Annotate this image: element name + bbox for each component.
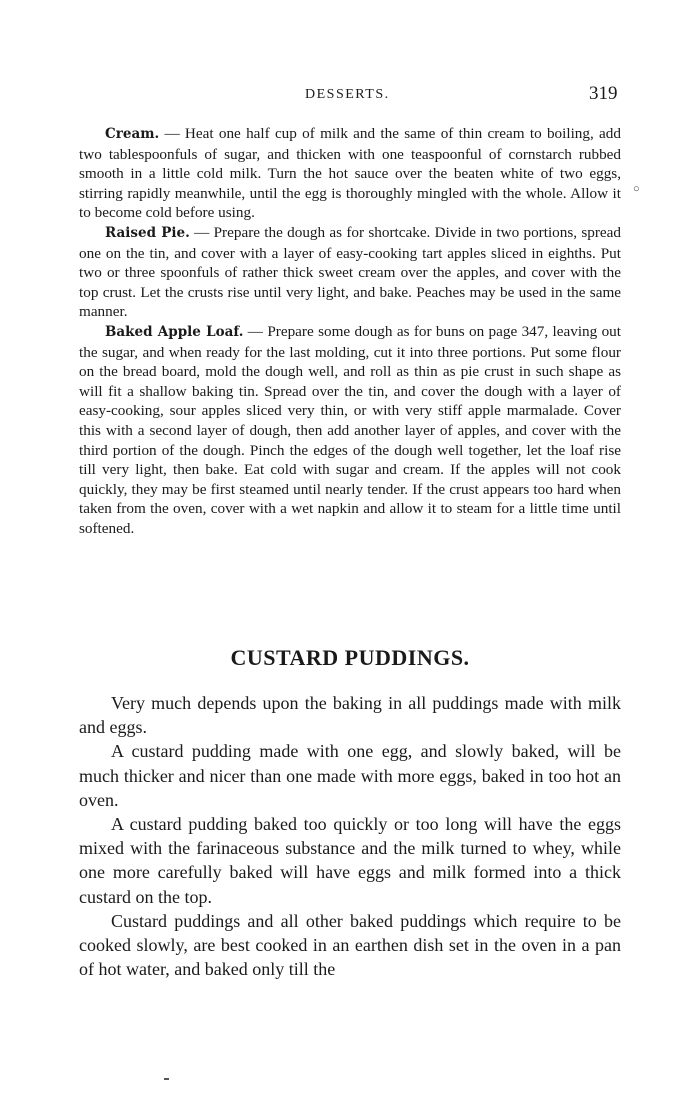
- page-number: 319: [589, 83, 618, 104]
- margin-circle-mark: ○: [633, 183, 640, 195]
- recipe-title: Raised Pie.: [105, 224, 190, 241]
- running-title: DESSERTS.: [305, 87, 390, 102]
- recipe-cream: [79, 124, 621, 223]
- recipe-raised-pie: [79, 223, 621, 322]
- paragraph: A custard pudding made with one egg, and slowly baked, will be much thicker and nicer than one made with more eggs, baked in too hot an oven.: [79, 741, 621, 810]
- recipe-text: Prepare some dough as for buns on page 347, leaving out the sugar, and when ready for the last molding, cut it into three portions. Put some flour on the bread board, mold the dough well, and roll as thin as pie crust in such shape as will fit a shallow baking tin. Spread over the tin, and cover the dough with a layer of easy-cooking, sour apples sliced very thin, or with very stiff apple marmalade. Cover this with a second layer of dough, then add another layer of apples, and cover with the third portion of the dough. Pinch the edges of the dough well together, let the loaf rise till very light, then bake. Eat cold with sugar and cream. If the apples will not cook quickly, they may be first steamed until nearly tender. If the crust appears too hard when taken from the oven, cover with a wet napkin and allow it to steam for a little time until softened.: [79, 322, 621, 537]
- paragraph: A custard pudding baked too quickly or too long will have the eggs mixed with the farinaceous substance and the milk turned to whey, while one more carefully baked will have eggs and milk formed into a thick custard on the top.: [79, 814, 621, 907]
- recipe-list: [79, 124, 621, 538]
- recipe-text: Prepare the dough as for shortcake. Divide in two portions, spread one on the tin, and cover with a layer of easy-cooking tart apples sliced in eighths. Put two or three spoonfuls of rather thick sweet cream over the apples, and cover with the top crust. Let the crusts rise until very light, and bake. Peaches may be used in the same manner.: [79, 223, 621, 321]
- recipe-baked-apple-loaf: [79, 322, 621, 539]
- running-head: [0, 83, 700, 107]
- print-mark: [164, 1078, 169, 1080]
- dash: —: [243, 322, 268, 340]
- recipe-title: Baked Apple Loaf.: [105, 323, 244, 340]
- recipe-title: Cream.: [105, 126, 160, 142]
- dash: —: [189, 223, 214, 241]
- paragraph: Very much depends upon the baking in all puddings made with milk and eggs.: [79, 693, 621, 738]
- recipe-text: Heat one half cup of milk and the same of thin cream to boiling, add two tablespoonfuls of sugar, and thicken with one teaspoonful of cornstarch rubbed smooth in a little cold milk. Turn the hot sauce over the beaten white of two eggs, stirring rapidly meanwhile, until the egg is thoroughly mingled with the whole. Allow it to become cold before using.: [79, 125, 621, 222]
- section-body: [79, 691, 621, 981]
- paragraph: Custard puddings and all other baked puddings which require to be cooked slowly, are best cooked in an earthen dish set in the oven in a pan of hot water, and baked only till the: [79, 910, 621, 980]
- section-title: CUSTARD PUDDINGS.: [230, 645, 470, 670]
- dash: —: [159, 125, 185, 142]
